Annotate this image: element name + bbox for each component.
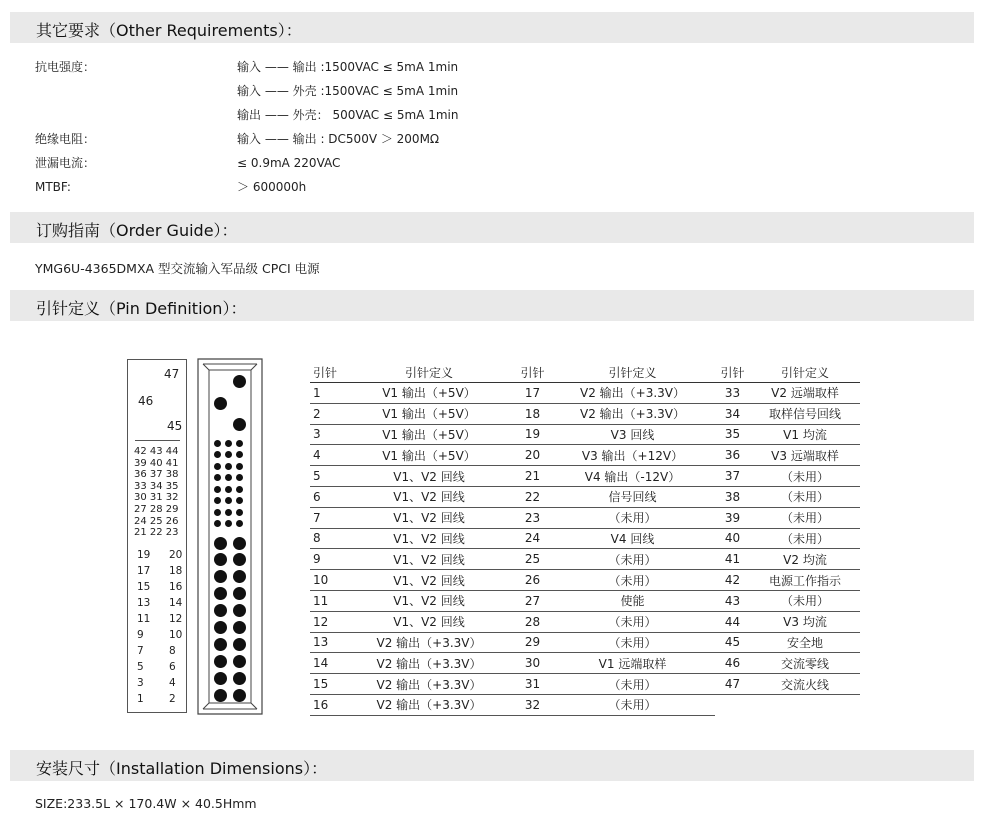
pin-number-cell: 44: [715, 611, 750, 632]
requirement-value: 输入 —— 输出 :1500VAC ≤ 5mA 1min: [237, 60, 459, 74]
pin-number-label: 33 34 35: [134, 480, 179, 492]
pin-definition-cell: V2 输出（+3.3V）: [343, 632, 515, 653]
pin-number-cell: 41: [715, 549, 750, 570]
pin-number-label: 12: [169, 613, 183, 625]
connector-pin: [225, 486, 232, 493]
pin-number-cell: 19: [515, 424, 550, 445]
section-title: 其它要求（Other Requirements）：: [36, 21, 302, 40]
pin-number-label: 2: [169, 693, 176, 705]
requirement-value: ≤ 0.9mA 220VAC: [237, 156, 341, 170]
pin-definition-cell: V2 输出（+3.3V）: [550, 403, 715, 424]
connector-pin: [233, 638, 246, 651]
connector-pin: [233, 655, 246, 668]
connector-pin: [236, 509, 243, 516]
pin-number-label: 4: [169, 677, 176, 689]
section-header-order-guide: [10, 212, 974, 243]
connector-pin: [236, 486, 243, 493]
pin-number-cell: 32: [515, 694, 550, 715]
table-row: [310, 549, 860, 570]
pin-number-cell: 1: [310, 383, 343, 404]
pin-definition-cell: V1 远端取样: [550, 653, 715, 674]
pin-definition-cell: （未用）: [550, 570, 715, 591]
pin-number-cell: 13: [310, 632, 343, 653]
pin-number-label: 42 43 44: [134, 446, 179, 457]
pin-definition-cell: 交流火线: [750, 674, 860, 695]
pin-number-cell: 15: [310, 674, 343, 695]
pin-number-cell: 16: [310, 694, 343, 715]
pin-number-label: 8: [169, 645, 176, 657]
pin-definition-cell: V1、V2 回线: [343, 507, 515, 528]
table-row: [310, 403, 860, 424]
table-row: [310, 590, 860, 611]
pin-definition-cell: 信号回线: [550, 486, 715, 507]
connector-outline: [197, 358, 263, 715]
pin-definition-cell: （未用）: [550, 611, 715, 632]
requirement-value: 输入 —— 外壳 :1500VAC ≤ 5mA 1min: [237, 84, 459, 98]
connector-pin: [225, 497, 232, 504]
pin-number-cell: 22: [515, 486, 550, 507]
pin-number-label: 3: [137, 677, 144, 689]
pin-number-cell: 40: [715, 528, 750, 549]
section-header-installation-dimensions: [10, 750, 974, 781]
pin-number-cell: 46: [715, 653, 750, 674]
connector-pin: [214, 440, 221, 447]
pin-definition-cell: V3 输出（+12V）: [550, 445, 715, 466]
pin-number-cell: 8: [310, 528, 343, 549]
size-text: SIZE:233.5L × 170.4W × 40.5Hmm: [35, 796, 257, 811]
table-row: [310, 528, 860, 549]
section-header-pin-definition: [10, 290, 974, 321]
connector-pin: [214, 451, 221, 458]
connector-pin: [233, 418, 246, 431]
header-pin: 引针: [515, 362, 550, 383]
pin-number-cell: 45: [715, 632, 750, 653]
pin-definition-cell: 电源工作指示: [750, 570, 860, 591]
table-row: [310, 445, 860, 466]
connector-pin: [233, 570, 246, 583]
connector-pin: [225, 509, 232, 516]
connector-pin: [214, 486, 221, 493]
connector-pin: [214, 689, 227, 702]
pin-definition-cell: V2 远端取样: [750, 383, 860, 404]
pin-definition-cell: V2 输出（+3.3V）: [343, 653, 515, 674]
pin-number-label: 7: [137, 645, 144, 657]
pin-definition-cell: V1、V2 回线: [343, 570, 515, 591]
table-row: [310, 653, 860, 674]
connector-pin: [236, 497, 243, 504]
pin-number-cell: 21: [515, 466, 550, 487]
pin-number-label: 14: [169, 597, 183, 609]
pin-definition-cell: （未用）: [550, 674, 715, 695]
requirement-label: 绝缘电阻：: [35, 132, 96, 146]
pin-definition-cell: V1 输出（+5V）: [343, 403, 515, 424]
pin-number-label: 39 40 41: [134, 457, 179, 469]
pin-number-cell: 12: [310, 611, 343, 632]
connector-pin: [214, 553, 227, 566]
pin-number-cell: 33: [715, 383, 750, 404]
pin-definition-cell: V4 回线: [550, 528, 715, 549]
pin-definition-cell: V1、V2 回线: [343, 486, 515, 507]
pin-number-label: 46: [138, 394, 154, 408]
pin-number-cell: 5: [310, 466, 343, 487]
pin-definition-cell: V2 输出（+3.3V）: [550, 383, 715, 404]
connector-pin: [214, 463, 221, 470]
pin-number-cell: 42: [715, 570, 750, 591]
table-row: [310, 486, 860, 507]
pin-definition-cell: V2 均流: [750, 549, 860, 570]
pin-number-cell: 28: [515, 611, 550, 632]
pin-number-label: 1: [137, 693, 144, 705]
connector-pin: [236, 451, 243, 458]
pin-number-cell: 7: [310, 507, 343, 528]
pin-definition-cell: V1 输出（+5V）: [343, 445, 515, 466]
pin-definition-cell: V1、V2 回线: [343, 590, 515, 611]
pin-definition-cell: 取样信号回线: [750, 403, 860, 424]
section-title: 引针定义（Pin Definition）：: [36, 299, 247, 318]
pin-number-cell: 38: [715, 486, 750, 507]
pin-number-cell: 37: [715, 466, 750, 487]
pin-definition-cell: （未用）: [750, 486, 860, 507]
pin-number-label: 24 25 26: [134, 515, 179, 527]
pin-number-label: 20: [169, 549, 183, 561]
connector-pin: [225, 440, 232, 447]
pin-number-diagram: [127, 359, 187, 713]
pin-definition-cell: （未用）: [550, 632, 715, 653]
pin-definition-cell: 使能: [550, 590, 715, 611]
pin-definition-cell: （未用）: [750, 590, 860, 611]
connector-pin: [233, 672, 246, 685]
requirement-value: ＞ 600000h: [237, 180, 307, 194]
pin-number-cell: 18: [515, 403, 550, 424]
requirement-value: 输出 —— 外壳： 500VAC ≤ 5mA 1min: [237, 108, 459, 122]
connector-pin: [236, 474, 243, 481]
connector-pin: [214, 520, 221, 527]
pin-number-label: 47: [164, 367, 180, 381]
connector-pin: [233, 621, 246, 634]
connector-diagram: [197, 358, 263, 715]
pin-number-label: 6: [169, 661, 176, 673]
divider: [135, 440, 180, 441]
connector-pin: [225, 474, 232, 481]
connector-pin: [233, 689, 246, 702]
pin-number-cell: 43: [715, 590, 750, 611]
pin-number-label: 13: [137, 597, 151, 609]
pin-definition-cell: [750, 694, 860, 715]
connector-pin: [225, 451, 232, 458]
connector-pin: [236, 440, 243, 447]
pin-number-cell: 25: [515, 549, 550, 570]
pin-number-cell: 20: [515, 445, 550, 466]
header-definition: 引针定义: [343, 362, 515, 383]
pin-number-cell: 23: [515, 507, 550, 528]
connector-pin: [214, 655, 227, 668]
connector-pin: [233, 553, 246, 566]
order-model-text: YMG6U-4365DMXA 型交流输入军品级 CPCI 电源: [35, 261, 320, 276]
pin-number-label: 21 22 23: [134, 527, 179, 539]
pin-definition-cell: V1、V2 回线: [343, 466, 515, 487]
header-definition: 引针定义: [550, 362, 715, 383]
pin-number-label: 30 31 32: [134, 492, 179, 504]
pin-number-label: 10: [169, 629, 183, 641]
requirement-label: 泄漏电流：: [35, 156, 96, 170]
table-row: [310, 383, 860, 404]
pin-definition-cell: （未用）: [750, 466, 860, 487]
connector-pin: [236, 520, 243, 527]
pin-definition-table: [310, 362, 860, 716]
connector-pin: [214, 397, 227, 410]
pin-number-cell: 2: [310, 403, 343, 424]
connector-pin: [225, 463, 232, 470]
pin-definition-cell: V4 输出（-12V）: [550, 466, 715, 487]
connector-pin: [236, 463, 243, 470]
pin-definition-cell: V2 输出（+3.3V）: [343, 694, 515, 715]
pin-number-cell: [715, 694, 750, 715]
pin-definition-cell: V1、V2 回线: [343, 528, 515, 549]
pin-definition-cell: V1、V2 回线: [343, 611, 515, 632]
pin-number-cell: 24: [515, 528, 550, 549]
pin-number-cell: 17: [515, 383, 550, 404]
pin-definition-cell: V1 输出（+5V）: [343, 383, 515, 404]
table-header-row: [310, 362, 860, 383]
pin-number-label: 36 37 38: [134, 469, 179, 481]
connector-pin: [233, 537, 246, 550]
connector-pin: [214, 672, 227, 685]
pin-number-cell: 11: [310, 590, 343, 611]
pin-number-label: 45: [167, 419, 183, 433]
table-row: [310, 570, 860, 591]
table-row: [310, 424, 860, 445]
section-title: 订购指南（Order Guide）：: [36, 221, 238, 240]
pin-definition-cell: V1、V2 回线: [343, 549, 515, 570]
pin-number-cell: 10: [310, 570, 343, 591]
pin-definition-cell: V1 均流: [750, 424, 860, 445]
pin-definition-cell: （未用）: [550, 507, 715, 528]
pin-definition-cell: V3 回线: [550, 424, 715, 445]
pin-number-label: 5: [137, 661, 144, 673]
pin-number-cell: 14: [310, 653, 343, 674]
table-row: [310, 694, 860, 715]
pin-definition-cell: （未用）: [750, 528, 860, 549]
pin-definition-cell: V3 远端取样: [750, 445, 860, 466]
requirement-label: MTBF:: [35, 180, 71, 194]
pin-definition-cell: V3 均流: [750, 611, 860, 632]
section-header-other-requirements: [10, 12, 974, 43]
pin-number-cell: 34: [715, 403, 750, 424]
connector-pin: [233, 375, 246, 388]
header-definition: 引针定义: [750, 362, 860, 383]
pin-definition-cell: （未用）: [550, 694, 715, 715]
pin-definition-cell: V2 输出（+3.3V）: [343, 674, 515, 695]
requirement-label: 抗电强度：: [35, 60, 96, 74]
table-row: [310, 611, 860, 632]
pin-number-cell: 9: [310, 549, 343, 570]
section-title: 安装尺寸（Installation Dimensions）：: [36, 759, 328, 778]
pin-number-label: 17: [137, 565, 151, 577]
pin-number-label: 15: [137, 581, 151, 593]
table-row: [310, 632, 860, 653]
pin-definition-cell: （未用）: [750, 507, 860, 528]
pin-definition-cell: V1 输出（+5V）: [343, 424, 515, 445]
connector-pin: [233, 587, 246, 600]
pin-number-cell: 26: [515, 570, 550, 591]
pin-number-label: 19: [137, 549, 151, 561]
pin-number-cell: 6: [310, 486, 343, 507]
connector-pin: [214, 604, 227, 617]
table-row: [310, 674, 860, 695]
connector-pin: [214, 570, 227, 583]
pin-number-cell: 39: [715, 507, 750, 528]
header-pin: 引针: [310, 362, 343, 383]
table-row: [310, 507, 860, 528]
requirement-value: 输入 —— 输出 : DC500V ＞ 200MΩ: [237, 132, 440, 146]
pin-number-label: 16: [169, 581, 183, 593]
header-pin: 引针: [715, 362, 750, 383]
pin-number-cell: 36: [715, 445, 750, 466]
pin-number-label: 11: [137, 613, 151, 625]
pin-number-cell: 31: [515, 674, 550, 695]
pin-number-cell: 35: [715, 424, 750, 445]
pin-number-label: 27 28 29: [134, 504, 179, 515]
pin-definition-cell: （未用）: [550, 549, 715, 570]
pin-number-cell: 27: [515, 590, 550, 611]
connector-pin: [214, 497, 221, 504]
pin-number-cell: 3: [310, 424, 343, 445]
pin-number-cell: 4: [310, 445, 343, 466]
pin-number-label: 9: [137, 629, 144, 641]
pin-definition-cell: 安全地: [750, 632, 860, 653]
pin-number-cell: 30: [515, 653, 550, 674]
connector-pin: [225, 520, 232, 527]
connector-pin: [214, 621, 227, 634]
connector-pin: [214, 638, 227, 651]
connector-pin: [233, 604, 246, 617]
connector-pin: [214, 474, 221, 481]
pin-number-label: 18: [169, 565, 183, 577]
connector-pin: [214, 537, 227, 550]
pin-definition-cell: 交流零线: [750, 653, 860, 674]
pin-number-cell: 47: [715, 674, 750, 695]
connector-pin: [214, 587, 227, 600]
connector-pin: [214, 509, 221, 516]
table-row: [310, 466, 860, 487]
pin-number-cell: 29: [515, 632, 550, 653]
